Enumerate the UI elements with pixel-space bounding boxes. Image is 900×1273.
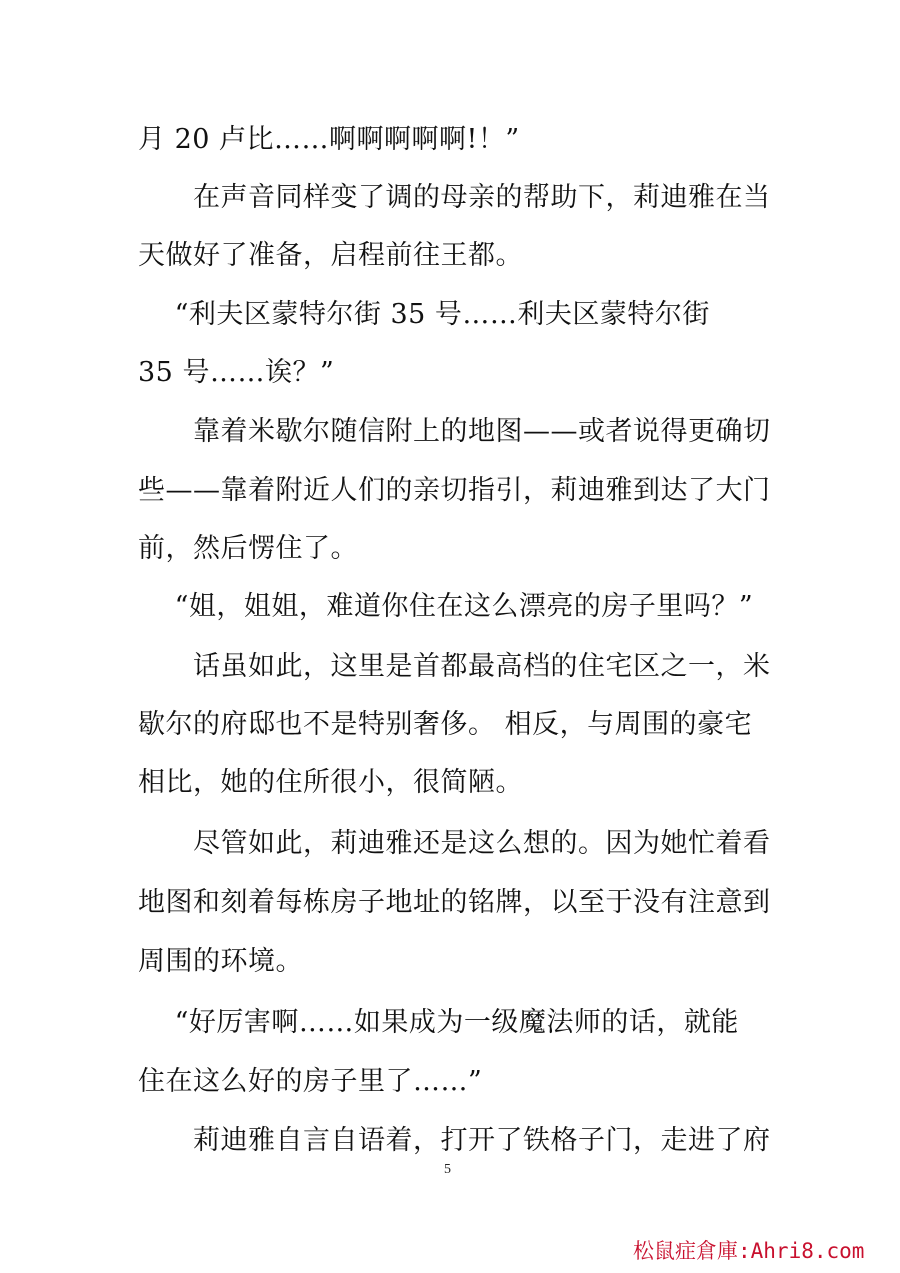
text-line: “姐，姐姐，难道你住在这么漂亮的房子里吗？” [138,591,754,622]
text-line: 住在这么好的房子里了……” [138,1066,483,1097]
text-line: 靠着米歇尔随信附上的地图——或者说得更确切 [138,416,771,447]
text-line: 些——靠着附近人们的亲切指引，莉迪雅到达了大门 [138,475,771,506]
text-line: 天做好了准备，启程前往王都。 [138,240,523,271]
text-line: 地图和刻着每栋房子地址的铭牌，以至于没有注意到 [138,887,771,918]
text-line: 月 20 卢比……啊啊啊啊啊!！” [138,124,520,155]
page-number: 5 [444,1162,451,1177]
text-line: 前，然后愣住了。 [138,533,358,564]
text-line: 周围的环境。 [138,946,303,977]
text-line: 35 号……诶？” [138,357,335,388]
text-line: 歇尔的府邸也不是特别奢侈。 相反，与周围的豪宅 [138,709,753,740]
text-line: “利夫区蒙特尔街 35 号……利夫区蒙特尔街 [138,299,710,330]
text-line: 尽管如此，莉迪雅还是这么想的。因为她忙着看 [138,828,771,859]
text-line: 莉迪雅自言自语着，打开了铁格子门，走进了府 [138,1125,771,1156]
text-line: “好厉害啊……如果成为一级魔法师的话，就能 [138,1007,739,1038]
text-line: 话虽如此，这里是首都最高档的住宅区之一，米 [138,651,771,682]
watermark: 松鼠症倉庫:Ahri8.com [633,1239,865,1263]
text-line: 在声音同样变了调的母亲的帮助下，莉迪雅在当 [138,182,771,213]
text-line: 相比，她的住所很小，很简陋。 [138,767,523,798]
